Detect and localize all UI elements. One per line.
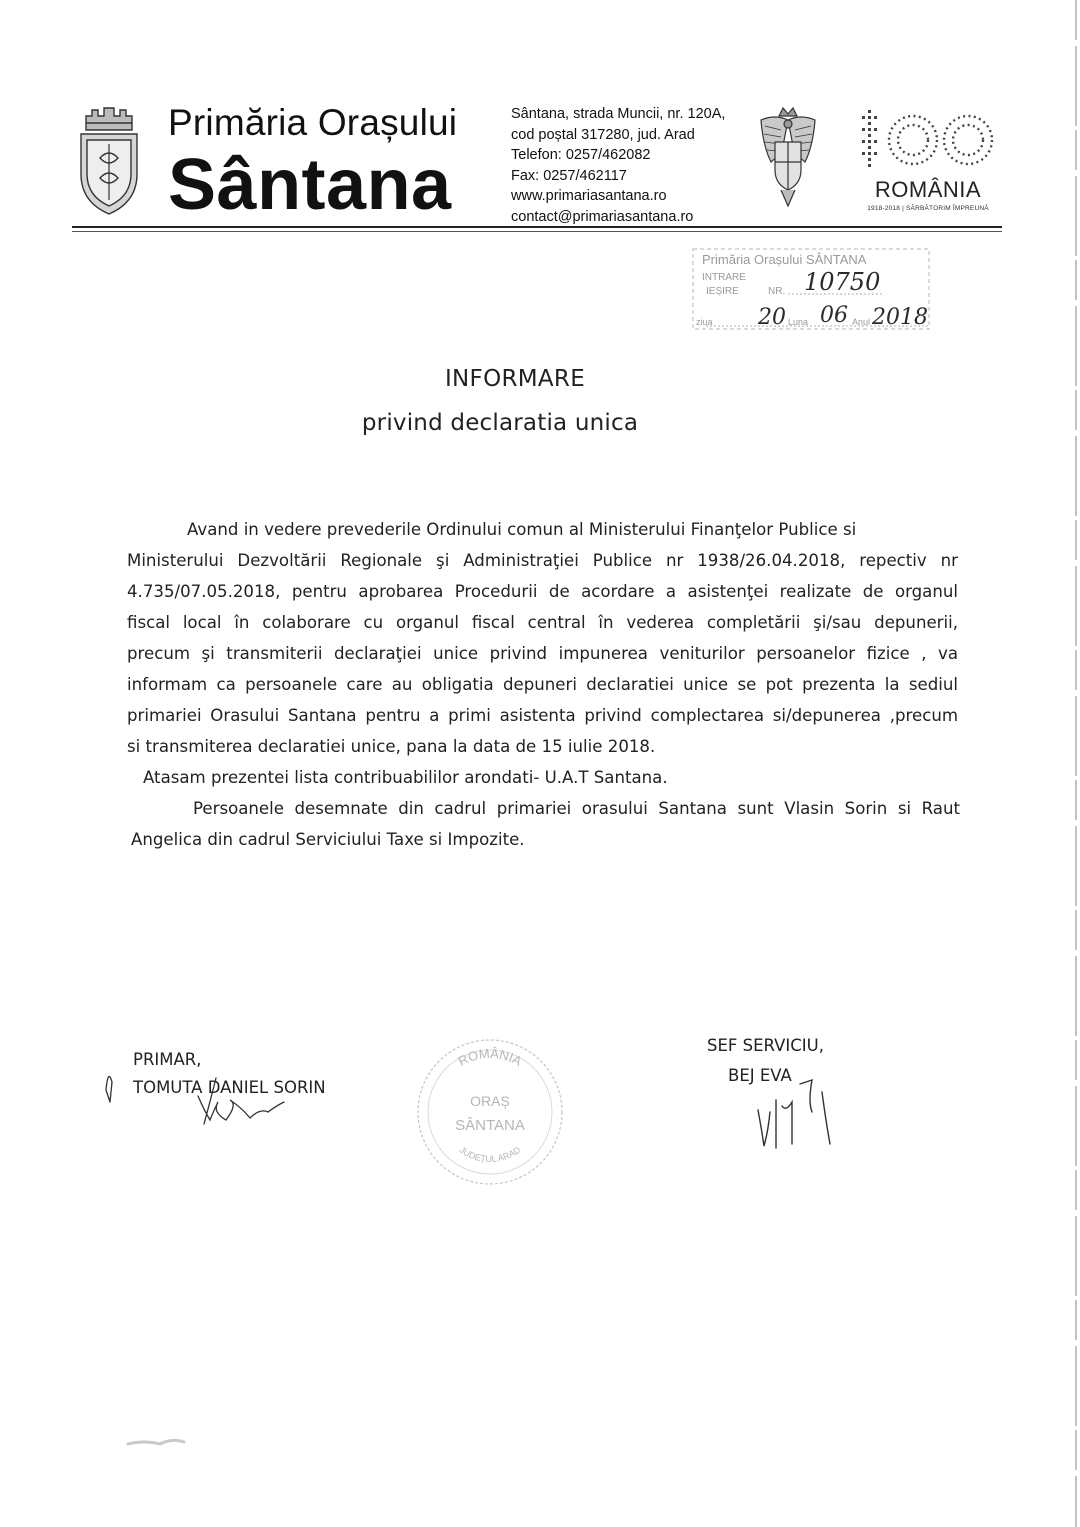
stamp-month: 06 bbox=[820, 303, 848, 328]
contact-email: contact@primariasantana.ro bbox=[511, 208, 694, 225]
paragraph-line: si transmiterea declaratiei unice, pana la data de 15 iulie 2018. bbox=[127, 737, 656, 756]
paragraph-line: 4.735/07.05.2018, pentru aprobarea Procedurii de acordare a asistenţei realizate de organul bbox=[127, 582, 958, 601]
town-name: Sântana bbox=[168, 145, 452, 225]
paragraph-line: precum şi transmiterii declaraţiei unice privind impunerea veniturilor persoanelor fizice , va bbox=[127, 644, 958, 663]
mayor-role: PRIMAR, bbox=[133, 1050, 202, 1069]
centenary-logo-word: ROMÂNIA bbox=[874, 177, 982, 202]
svg-text:JUDEȚUL ARAD bbox=[458, 1144, 523, 1164]
svg-text:ROMÂNIA bbox=[456, 1046, 525, 1069]
paragraph-line: Ministerului Dezvoltării Regionale şi Administraţiei Publice nr 1938/26.04.2018, repectiv nr bbox=[127, 551, 958, 570]
paragraph-line: informam ca persoanele care au obligatia depuneri declaratiei unice se pot prezenta la sediul bbox=[127, 675, 958, 694]
seal-middle-text-1: ORAȘ bbox=[470, 1093, 510, 1109]
department-head-signature bbox=[752, 1072, 842, 1154]
stamp-ziua-label: ziua bbox=[696, 317, 713, 327]
institution-name: Primăria Orașului bbox=[168, 102, 458, 143]
stamp-iesire-label: IEȘIRE bbox=[706, 286, 739, 297]
stamp-intrare-label: INTRARE bbox=[702, 272, 746, 283]
city-coat-of-arms-icon bbox=[78, 104, 140, 216]
town-seal bbox=[412, 1034, 568, 1190]
seal-middle-text-2: SÂNTANA bbox=[455, 1117, 525, 1134]
document-title: INFORMARE bbox=[444, 366, 586, 392]
centenary-logo-tagline: 1918-2018 | SĂRBĂTORIM ÎMPREUNĂ bbox=[867, 205, 989, 212]
paragraph-line: fiscal local în colaborare cu organul fiscal central în vederea completării şi/sau depunerii, bbox=[127, 613, 958, 632]
seal-bottom-text: JUDEȚUL ARAD bbox=[457, 1144, 523, 1165]
stamp-anul-label: Anul bbox=[852, 317, 871, 327]
paragraph-line: Avand in vedere prevederile Ordinului comun al Ministerului Finanţelor Publice si bbox=[187, 520, 857, 539]
stamp-day: 20 bbox=[758, 305, 786, 330]
seal-top-text: ROMÂNIA bbox=[455, 1045, 525, 1069]
stamp-luna-label: Luna bbox=[788, 317, 809, 327]
contact-block bbox=[511, 104, 725, 227]
department-head-role: SEF SERVICIU, bbox=[707, 1036, 824, 1055]
contact-address: Sântana, strada Muncii, nr. 120A, bbox=[511, 106, 726, 122]
header-divider bbox=[72, 226, 1002, 228]
romania-coat-of-arms-icon bbox=[757, 106, 819, 210]
scan-edge-line bbox=[1064, 0, 1080, 1527]
scan-smudge bbox=[124, 1432, 194, 1454]
contact-fax: Fax: 0257/462117 bbox=[511, 167, 627, 184]
stamp-nr-label: NR. bbox=[768, 286, 786, 297]
paragraph-line: Angelica din cadrul Serviciului Taxe si Impozite. bbox=[131, 830, 525, 849]
paragraph-line: Persoanele desemnate din cadrul primariei orasului Santana sunt Vlasin Sorin si Raut bbox=[193, 799, 960, 818]
mayor-signature bbox=[100, 1062, 300, 1134]
contact-phone: Telefon: 0257/462082 bbox=[511, 147, 651, 163]
paragraph-line: primariei Orasului Santana pentru a primi asistenta privind complectarea si/depunerea ,precum bbox=[127, 706, 958, 725]
stamp-number: 10750 bbox=[804, 268, 881, 296]
mayor-name: TOMUTA DANIEL SORIN bbox=[133, 1078, 326, 1097]
department-head-name: BEJ EVA bbox=[728, 1066, 792, 1085]
stamp-year: 2018 bbox=[872, 305, 928, 330]
contact-postal-code: cod poștal 317280, jud. Arad bbox=[511, 126, 695, 143]
registration-stamp bbox=[692, 248, 932, 332]
stamp-institution: Primăria Orașului SÂNTANA bbox=[702, 252, 867, 267]
header-divider-thin bbox=[72, 231, 1002, 232]
paragraph-line: Atasam prezentei lista contribuabililor arondati- U.A.T Santana. bbox=[143, 768, 668, 787]
contact-website: www.primariasantana.ro bbox=[511, 188, 667, 204]
document-subtitle: privind declaratia unica bbox=[361, 410, 639, 436]
